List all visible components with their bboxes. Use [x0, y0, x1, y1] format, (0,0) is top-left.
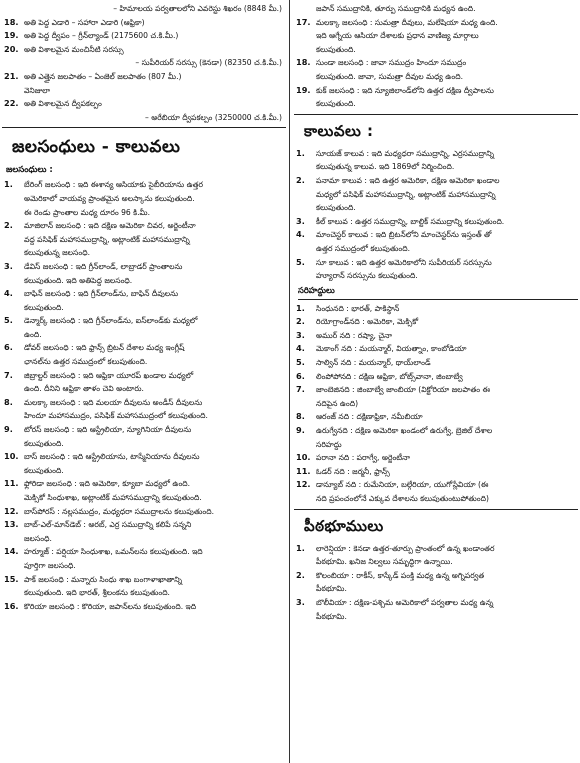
list-item: [2, 437, 286, 451]
item-text: మెక్సికో సింధుశాఖ, అట్లాంటిక్ మహాసముద్రాన్ని కలుపుతుంది.: [24, 493, 202, 502]
list-item: [2, 382, 286, 396]
list-item: [2, 314, 286, 328]
item-number: 12.: [4, 505, 19, 516]
item-text: కలుపుతుంది. జావా, సుమత్రా దీవుల మధ్య ఉంది.: [316, 71, 463, 81]
list-item: [294, 370, 578, 384]
list-item: [294, 451, 578, 465]
list-item: [2, 586, 286, 600]
list-item: [2, 97, 286, 111]
column-divider: [289, 0, 290, 763]
item-number: 11.: [296, 465, 311, 476]
list-item: [294, 424, 578, 438]
item-text: ఆరంజ్ నది : దక్షిణాఫ్రికా, నమీబియా: [316, 412, 423, 422]
list-item: [2, 70, 286, 84]
item-text: హ్యూరాన్ సరస్సును కలుపుతుంది.: [316, 271, 418, 281]
item-text: బాఫిన్ జలసంధి : ఇది గ్రీన్‌లాండ్‌ను, బాఫిన్ దీవులను: [24, 289, 179, 299]
item-text: అతి పెద్ద ద్వీపం – గ్రీన్‌ల్యాండ్ (2175600 చ.కి.మీ.): [24, 31, 179, 41]
superlatives-list: [2, 2, 286, 124]
straits-list: [2, 178, 286, 613]
section-rule: [294, 114, 578, 115]
item-text: మాంచెస్టర్ కాలువ : ఇది బ్రిటన్‌లోని మాంచెస్టర్‌ను ఇస్తంత్ తో: [316, 230, 492, 240]
item-text: బాబ్-ఎల్-మాన్‌డెబ్ : అరబ్, ఎర్ర సముద్రాన్ని కలిపే సన్నని: [24, 520, 192, 530]
list-item: [294, 397, 578, 411]
item-text: ఉత్తర సముద్రంలో కలుపుతుంది.: [316, 243, 411, 253]
item-text: ఇది ఆగ్నేయ ఆసియా దేశాలకు ప్రధాన వాణిజ్య మార్గాలు: [316, 31, 479, 41]
item-text: కొలంబియా : రాకీస్, కాస్కేడ్ పంక్తి మధ్య ఉన్న అగ్నిపర్వత: [316, 570, 485, 580]
straits-subheading: జలసంధులు :: [6, 165, 53, 176]
list-item: [294, 97, 578, 111]
item-number: 20.: [4, 43, 19, 54]
item-number: 3.: [296, 215, 305, 226]
item-text: వద్ద పసిఫిక్ మహాసముద్రాన్ని, అట్లాంటిక్ మహాసముద్రాన్ని: [24, 234, 190, 244]
list-item: [2, 260, 286, 274]
list-item: [294, 596, 578, 610]
left-column: [2, 2, 286, 613]
list-item: [294, 256, 578, 270]
list-item: [294, 215, 578, 229]
item-text: అమెరికాలో వాయవ్య ప్రాంతమైన అలస్కాను కలుపుతుంది.: [24, 193, 195, 203]
item-text: సాల్విన్ నది : మయన్మార్, థాయ్‌లాండ్: [316, 358, 431, 368]
item-number: 18.: [296, 57, 311, 68]
item-text: కలుపుతున్న జలసంధి.: [24, 248, 90, 258]
item-text: ఈ రెండు ప్రాంతాల మధ్య దూరం 96 కి.మీ.: [24, 207, 151, 217]
list-item: [294, 242, 578, 256]
list-item: [294, 174, 578, 188]
section-rule: [2, 127, 286, 128]
item-text: హర్మూజ్ : పర్షియా సింధుశాఖ, ఒమన్‌లను కలుపుతుంది. ఇది: [24, 547, 203, 557]
item-text: పూర్తిగా జలసంధి.: [24, 560, 76, 570]
item-text: డాన్యూబ్ నది : రుమేనియా, బల్గేరియా, యుగోస్లేవియా (ఈ: [316, 480, 489, 490]
item-number: 11.: [4, 478, 19, 489]
borders-title: సరిహద్దులు: [298, 283, 578, 300]
item-number: 6.: [296, 370, 305, 381]
item-number: 10.: [296, 452, 311, 463]
item-text: రియోగ్రాండ్‌నది : అమెరికా, మెక్సికో: [316, 317, 419, 327]
list-item: [2, 423, 286, 437]
list-item: [294, 43, 578, 57]
list-item: [294, 160, 578, 174]
item-text: పీఠభూమి.: [316, 611, 347, 621]
list-item: [294, 438, 578, 452]
straits-canals-title: జలసంధులు - కాలువలు: [12, 137, 181, 158]
list-item: [2, 219, 286, 233]
item-text: అముర్ నది : రష్యా, చైనా: [316, 330, 393, 340]
item-number: 21.: [4, 70, 19, 81]
right-column: [294, 2, 578, 623]
item-text: – హిమాలయ పర్వతాలలోని ఎవరెస్టు శిఖరం (8848 మీ.): [113, 4, 282, 13]
item-number: 4.: [296, 229, 305, 240]
list-item: [2, 559, 286, 573]
item-text: కలుపుతుంది.: [316, 203, 356, 213]
item-text: డెన్మార్క్ జలసంధి : ఇది గ్రీన్‌లాండ్‌ను, ఐస్‌లాండ్‌కు మధ్యలో: [24, 316, 198, 326]
list-item: [2, 301, 286, 315]
list-item: [2, 341, 286, 355]
list-item: [294, 56, 578, 70]
item-text: పాక్ జలసంధి : మన్నారు సింధు శాఖ బంగాళాఖాతాన్ని: [24, 574, 183, 584]
item-number: 2.: [296, 316, 305, 327]
item-text: డేవిస్ జలసంధి : ఇది గ్రీన్‌లాండ్, లాబ్రాడర్ ప్రాంతాలను: [24, 261, 183, 271]
item-text: మధ్యలో పసిఫిక్ మహాసముద్రాన్ని, అట్లాంటిక్ మహాసముద్రాన్ని: [316, 189, 496, 199]
item-number: 5.: [296, 256, 305, 267]
item-text: జలసంధి.: [24, 533, 52, 543]
item-text: ఉరుగ్వేనది : దక్షిణ అమెరికా ఖండంలో ఉరుగ్వే, బ్రెజిల్ దేశాల: [316, 426, 493, 436]
list-item: [2, 545, 286, 559]
item-number: 7.: [296, 384, 305, 395]
item-text: కలుపుతుంది.: [24, 438, 64, 448]
item-text: బొలీవియా : దక్షిణ-పశ్చిమ అమెరికాలో పర్వతాల మధ్య ఉన్న: [316, 597, 494, 607]
list-item: [294, 269, 578, 283]
list-item: [2, 355, 286, 369]
item-text: సింధునది : భారత్, పాకిస్థాన్: [316, 303, 400, 313]
item-text: బేరింగ్ జలసంధి : ఇది ఈశాన్య ఆసియాకు సైబీరియాను ఉత్తర: [24, 180, 204, 190]
item-text: టోరస్ జలసంధి : ఇది ఆస్ట్రేలియా, న్యూగినియా దీవులను: [24, 425, 192, 435]
item-text: ఛానల్‌ను ఉత్తర సముద్రంలో కలుపుతుంది.: [24, 357, 148, 367]
item-text: పనామా కాలువ : ఇది ఉత్తర అమెరికా, దక్షిణ అమెరికా ఖండాల: [316, 175, 500, 185]
item-text: బాస్‌పోరస్ : నల్లసముద్రం, మధ్యధరా సముద్రాలను కలుపుతుంది.: [24, 506, 215, 516]
item-text: కలుపుతుంది. ఇది భారత్, శ్రీలంకను కలుపుతుంది.: [24, 588, 170, 598]
list-item: [294, 201, 578, 215]
list-item: [2, 518, 286, 532]
list-item: [294, 29, 578, 43]
item-text: జపాన్ సముద్రానికి, తూర్పు సముద్రానికి మధ్యన ఉంది.: [316, 4, 476, 13]
list-item: [2, 2, 286, 16]
item-number: 12.: [296, 479, 311, 490]
list-item: [294, 410, 578, 424]
item-number: 18.: [4, 16, 19, 27]
item-text: మాజిలాన్ జలసంధి : ఇది దక్షిణ అమెరికా చివర, అర్జెంటీనా: [24, 221, 196, 231]
list-item: [2, 16, 286, 30]
plateaus-list: [294, 542, 578, 624]
item-text: కలుపుతుంది.: [316, 44, 356, 54]
item-text: జాంబెజినది : జింబాబ్వే జాంబియా (విక్టోరియా జలపాతం ఈ: [316, 385, 491, 395]
list-item: [294, 84, 578, 98]
item-text: అతి ఎత్తైన జలపాతం – ఏంజెల్ జలపాతం (807 మీ.): [24, 71, 182, 81]
item-text: పీఠభూమి.: [316, 584, 347, 594]
section-rule: [294, 509, 578, 510]
list-item: [294, 188, 578, 202]
item-text: అతి పెద్ద ఎడారి – సహారా ఎడారి (ఆఫ్రికా): [24, 17, 145, 27]
item-text: కలుపుతుంది.: [316, 99, 356, 109]
list-item: [294, 2, 578, 16]
list-item: [294, 302, 578, 316]
list-item: [2, 464, 286, 478]
list-item: [294, 569, 578, 583]
list-item: [294, 342, 578, 356]
item-text: లింపోపోనది : దక్షిణ ఆఫ్రికా, బోట్స్‌వానా, జింబాబ్వే: [316, 371, 463, 381]
item-number: 22.: [4, 98, 19, 109]
item-number: 1.: [296, 302, 305, 313]
list-item: [2, 43, 286, 57]
item-number: 2.: [296, 569, 305, 580]
list-item: [2, 532, 286, 546]
item-text: పరానా నది : పరాగ్వే, అర్జెంటీనా: [316, 453, 411, 463]
item-number: 13.: [4, 519, 19, 530]
list-item: [2, 111, 286, 125]
list-item: [294, 383, 578, 397]
list-item: [2, 409, 286, 423]
item-number: 10.: [4, 451, 19, 462]
canals-title: కాలువలు :: [304, 121, 374, 140]
item-number: 6.: [4, 342, 13, 353]
list-item: [2, 56, 286, 70]
item-text: మలక్కా జలసంధి : సుమత్రా దీవులు, మలేషియా మధ్య ఉంది.: [316, 17, 498, 27]
item-text: నదిపైన ఉంది): [316, 398, 359, 408]
list-item: [294, 555, 578, 569]
item-text: – సుపీరియర్ సరస్సు (కెనడా) (82350 చ.కి.మీ.): [135, 58, 282, 68]
item-number: 1.: [296, 147, 305, 158]
item-text: కలుపుతుంది.: [24, 465, 64, 475]
item-text: కలుపుతున్న కాలువ. ఇది 1869లో నిర్మించింది.: [316, 162, 455, 172]
item-text: – అరేబియా ద్వీపకల్పం (3250000 చ.కి.మీ.): [145, 112, 282, 122]
item-text: ఉంది. దీనిని ఆఫ్రికా తాళం చెవి అంటారు.: [24, 384, 144, 394]
list-item: [2, 84, 286, 98]
item-text: కుక్ జలసంధి : ఇది న్యూజిలాండ్‌లోని ఉత్తర దక్షిణ ద్వీపాలను: [316, 85, 494, 95]
item-number: 8.: [4, 396, 13, 407]
list-item: [294, 147, 578, 161]
item-text: లారెన్షియా : కెనడా ఉత్తర-తూర్పు ప్రాంతంలో ఉన్న ఖండాంతర: [316, 543, 495, 553]
item-number: 2.: [4, 220, 13, 231]
item-text: ఓడర్ నది : జర్మనీ, ఫ్రాన్స్: [316, 466, 390, 476]
item-text: జిబ్రాల్టర్ జలసంధి : ఇది ఆఫ్రికా యూరప్ ఖండాల మధ్యలో: [24, 370, 194, 380]
list-item: [2, 491, 286, 505]
item-number: 9.: [296, 425, 305, 436]
list-item: [294, 70, 578, 84]
item-text: అతి విశాలమైన ద్వీపకల్పం: [24, 99, 102, 109]
item-text: కొరియా జలసంధి : కొరియా, జపాన్‌లను కలుపుతుంది. ఇది: [24, 601, 197, 611]
list-item: [294, 542, 578, 556]
item-number: 9.: [4, 424, 13, 435]
list-item: [294, 610, 578, 624]
item-text: డోవర్ జలసంధి : ఇది ఫ్రాన్స్ బ్రిటన్ దేశాల మధ్య ఇంగ్లీష్: [24, 343, 185, 353]
list-item: [294, 329, 578, 343]
item-text: బాస్ జలసంధి : ఇది ఆస్ట్రేలియాను, టాస్మేనియాను దీవులను: [24, 452, 200, 462]
list-item: [2, 287, 286, 301]
item-number: 15.: [4, 573, 19, 584]
list-item: [2, 206, 286, 220]
list-item: [2, 233, 286, 247]
item-text: కలుపుతుంది. ఇది అతిపెద్ద జలసంధి.: [24, 275, 133, 285]
item-number: 17.: [296, 16, 311, 27]
item-text: ఉంది.: [24, 329, 42, 339]
list-item: [294, 356, 578, 370]
item-number: 19.: [4, 30, 19, 41]
item-text: సూయజ్ కాలువ : ఇది మధ్యధరా సముద్రాన్ని, ఎర్రసముద్రాన్ని: [316, 148, 495, 158]
list-item: [2, 192, 286, 206]
item-text: అతి విశాలమైన మంచినీటి సరస్సు: [24, 44, 124, 54]
item-text: వెనిజులా: [24, 85, 51, 95]
list-item: [294, 16, 578, 30]
list-item: [2, 369, 286, 383]
item-text: కీల్ కాలువ : ఉత్తర సముద్రాన్ని, బాల్టిక్ సముద్రాన్ని కలుపుతుంది.: [316, 216, 505, 226]
canals-list: [294, 147, 578, 283]
item-text: మలక్కా జలసంధి : ఇది మలయా దీవులను అండీస్ దీవులను: [24, 397, 203, 407]
item-number: 2.: [296, 174, 305, 185]
item-text: కలుపుతుంది.: [24, 302, 64, 312]
borders-list: [294, 302, 578, 506]
item-text: సూ కాలువ : ఇది ఉత్తర అమెరికాలోని సుపీరియర్ సరస్సును: [316, 257, 492, 267]
item-number: 1.: [4, 179, 13, 190]
item-text: ఫ్లోరిడా జలసంధి : ఇది అమెరికా, క్యూబా మధ్యలో ఉంది.: [24, 479, 191, 489]
item-number: 3.: [4, 260, 13, 271]
list-item: [2, 505, 286, 519]
item-text: సరిహద్దు: [316, 439, 342, 449]
list-item: [2, 573, 286, 587]
list-item: [2, 29, 286, 43]
item-number: 19.: [296, 84, 311, 95]
item-text: హిందూ మహాసముద్రం, పసిఫిక్ మహాసముద్రంలో కలుపుతుంది.: [24, 411, 208, 421]
item-number: 8.: [296, 411, 305, 422]
item-number: 5.: [4, 315, 13, 326]
item-text: నది ప్రపంచంలోనే ఎక్కువ దేశాలను కలుపుతుంటుపోతుంది): [316, 494, 489, 503]
item-number: 4.: [4, 288, 13, 299]
list-item: [294, 492, 578, 506]
list-item: [294, 315, 578, 329]
list-item: [2, 600, 286, 614]
item-number: 7.: [4, 369, 13, 380]
item-text: సుండా జలసంధి : జావా సముద్రం హిందూ సముద్రం: [316, 58, 467, 68]
list-item: [294, 582, 578, 596]
list-item: [2, 396, 286, 410]
item-number: 3.: [296, 596, 305, 607]
list-item: [2, 450, 286, 464]
item-text: మెకాంగ్ నది : మయన్మార్, వియత్నాం, కాంబోడియా: [316, 344, 467, 354]
item-number: 14.: [4, 546, 19, 557]
item-number: 1.: [296, 542, 305, 553]
plateaus-title: పీఠభూములు: [304, 516, 384, 535]
item-number: 16.: [4, 600, 19, 611]
list-item: [2, 477, 286, 491]
list-item: [294, 465, 578, 479]
list-item: [2, 178, 286, 192]
straits-continued-list: [294, 2, 578, 111]
list-item: [2, 328, 286, 342]
list-item: [2, 274, 286, 288]
item-number: 4.: [296, 343, 305, 354]
list-item: [294, 228, 578, 242]
list-item: [294, 478, 578, 492]
item-number: 5.: [296, 357, 305, 368]
list-item: [2, 246, 286, 260]
item-number: 3.: [296, 329, 305, 340]
item-text: పీఠభూమి. ఖనిజ నిల్వలు సమృద్ధిగా ఉన్నాయి.: [316, 557, 453, 567]
